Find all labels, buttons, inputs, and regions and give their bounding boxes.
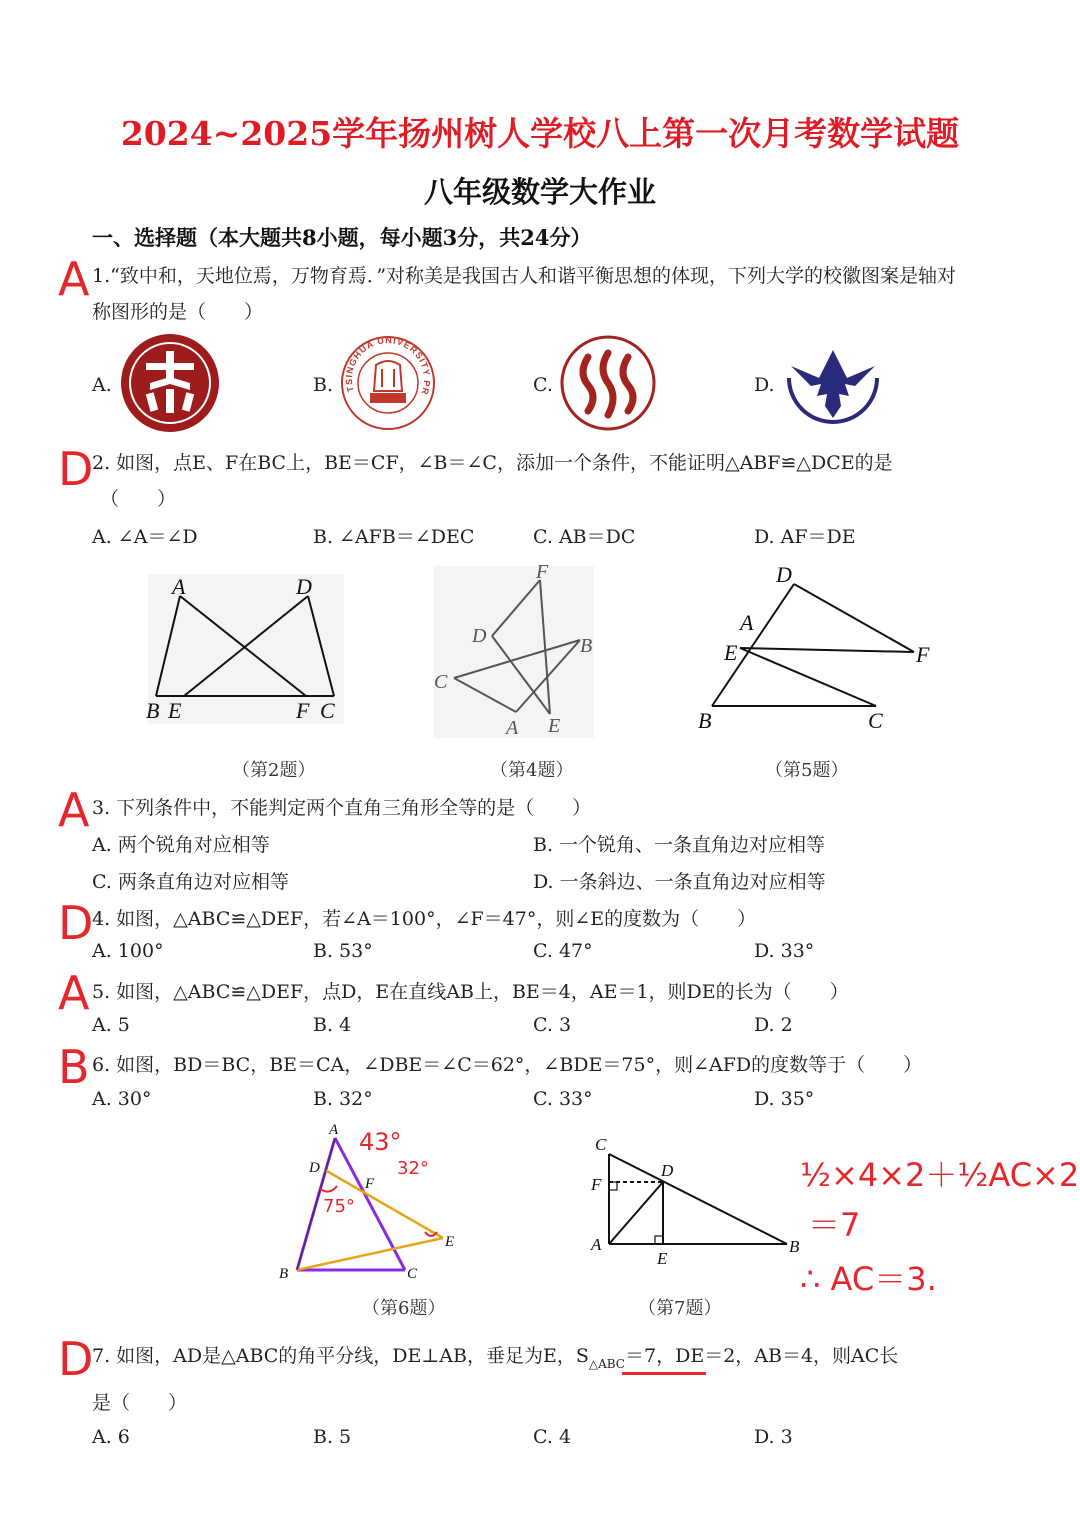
q6-stem: 6. 如图，BD＝BC，BE＝CA，∠DBE＝∠C＝62°，∠BDE＝75°，则∠AFD的度数等于（ ） [92,1054,923,1076]
fig5-label-c: C [868,708,883,733]
handwritten-work-line2: ＝7 [808,1206,861,1244]
caption-fig2: （第2题） [232,760,316,781]
q4-option-d: D. 33° [754,940,815,962]
fig4-label-b: B [580,635,593,657]
logo-b-ring-text: TSINGHUA UNIVERSITY PRESS [336,327,433,397]
q5-option-c: C. 3 [533,1014,572,1036]
q6-option-a: A. 30° [92,1088,152,1110]
handwritten-answer-q3: A [58,783,90,837]
fig7-label-c: C [595,1135,607,1154]
fig4-label-d: D [472,625,487,647]
fig4-label-f: F [536,561,549,583]
fig7-label-e: E [657,1249,668,1268]
page-subtitle: 八年级数学大作业 [423,175,656,209]
fig7-label-a: A [591,1235,602,1254]
handwritten-answer-q5: A [58,966,90,1020]
handwritten-answer-q6: B [58,1040,90,1094]
q6-option-c: C. 33° [533,1088,593,1110]
q7-area-s: S [575,1345,589,1367]
handwritten-answer-q4: D [58,896,94,950]
fig6-label-e: E [445,1234,455,1250]
figure-q4 [430,562,600,742]
handwritten-answer-q7: D [58,1332,94,1386]
q3-option-b: B. 一个锐角、一条直角边对应相等 [533,834,826,856]
q7-area-subscript: △ABC [588,1357,625,1371]
q3-stem: 3. 下列条件中，不能判定两个直角三角形全等的是（ ） [92,797,592,819]
q7-option-a: A. 6 [92,1426,130,1448]
caption-fig5: （第5题） [765,760,849,781]
page-title: 2024~2025学年扬州树人学校八上第一次月考数学试题 [120,114,960,153]
figure-q7 [585,1130,805,1270]
fig6-label-d: D [309,1160,320,1176]
q2-option-d: D. AF＝DE [754,526,856,548]
fig5-label-f: F [916,642,930,667]
fig2-label-e: E [168,698,182,723]
fig6-handwritten-75: 75° [323,1196,355,1217]
q7-option-d: D. 3 [754,1426,793,1448]
q7-stem-line1 [92,1341,899,1371]
q4-option-b: B. 53° [313,940,373,962]
fig6-label-f: F [365,1176,375,1192]
figure-q2 [140,570,350,730]
handwritten-work-line3: ∴ AC＝3. [800,1260,937,1298]
handwritten-work-line1: ½×4×2＋½AC×2 [800,1156,1080,1194]
figure-q5 [690,562,950,742]
fig2-label-f: F [296,698,310,723]
q2-option-a: A. ∠A＝∠D [92,526,198,548]
q1-stem-line2: 称图形的是（ ） [92,301,264,323]
fig2-label-b: B [146,698,160,723]
q1-stem-line1: 1.“致中和，天地位焉，万物育焉．”对称美是我国古人和谐平衡思想的体现，下列大学的校徽图案是轴对 [92,265,957,287]
caption-fig6: （第6题） [362,1298,446,1319]
q5-option-b: B. 4 [313,1014,352,1036]
section-heading: 一、选择题（本大题共8小题，每小题3分，共24分） [92,225,592,250]
logo-a-seal [120,333,220,433]
q5-option-a: A. 5 [92,1014,130,1036]
logo-d-emblem [785,338,881,428]
q2-option-c: C. AB＝DC [533,526,636,548]
fig2-label-d: D [296,574,312,599]
fig2-label-a: A [172,574,186,599]
handwritten-answer-q2: D [58,442,94,496]
q7-stem-line2: 是（ ） [92,1392,188,1414]
fig6-label-c: C [407,1266,418,1282]
fig7-label-d: D [661,1161,674,1180]
handwritten-answer-q1: A [58,252,90,306]
fig4-label-e: E [548,715,561,737]
fig2-label-c: C [320,698,335,723]
q6-option-b: B. 32° [313,1088,373,1110]
q3-option-a: A. 两个锐角对应相等 [92,834,270,856]
logo-c-seal [560,335,656,431]
q7-option-b: B. 5 [313,1426,352,1448]
q1-option-c: C. [533,374,553,396]
q7-option-c: C. 4 [533,1426,572,1448]
fig6-label-b: B [279,1266,289,1282]
caption-fig4: （第4题） [490,760,574,781]
q7-stem-part1: 7. 如图，AD是△ABC的角平分线，DE⊥AB，垂足为E， [92,1345,576,1367]
q3-option-c: C. 两条直角边对应相等 [92,871,289,893]
q5-stem: 5. 如图，△ABC≌△DEF，点D，E在直线AB上，BE＝4，AE＝1，则DE的长为（ ） [92,981,849,1003]
q4-option-c: C. 47° [533,940,593,962]
figure-q6 [275,1120,465,1285]
q5-option-d: D. 2 [754,1014,793,1036]
fig4-label-a: A [506,717,519,739]
fig4-label-c: C [434,671,448,693]
q2-option-b: B. ∠AFB＝∠DEC [313,526,475,548]
logo-b-seal [336,327,436,431]
fig6-label-a: A [329,1122,339,1138]
q1-option-a: A. [92,374,112,396]
fig5-label-e: E [724,640,738,665]
q7-area-expression [575,1345,625,1371]
q4-stem: 4. 如图，△ABC≌△DEF，若∠A＝100°，∠F＝47°，则∠E的度数为（ ） [92,908,757,930]
handwritten-underline [622,1372,706,1375]
q6-option-d: D. 35° [754,1088,815,1110]
q1-option-d: D. [754,374,775,396]
q1-option-b: B. [313,374,334,396]
fig5-label-a: A [740,610,754,635]
q2-stem-line2: （ ） [100,488,177,510]
fig7-label-f: F [591,1175,602,1194]
q2-stem-line1: 2. 如图，点E、F在BC上，BE＝CF，∠B＝∠C，添加一个条件，不能证明△ABF≌△DCE的是 [92,452,893,474]
fig5-label-b: B [698,708,712,733]
q3-option-d: D. 一条斜边、一条直角边对应相等 [533,871,826,893]
fig6-handwritten-32: 32° [397,1158,429,1179]
q7-stem-part2: ＝7，DE＝2，AB＝4，则AC长 [625,1345,899,1367]
fig7-label-b: B [789,1237,800,1256]
caption-fig7: （第7题） [638,1298,722,1319]
fig6-handwritten-43: 43° [359,1128,402,1156]
fig5-label-d: D [776,562,792,587]
q4-option-a: A. 100° [92,940,164,962]
